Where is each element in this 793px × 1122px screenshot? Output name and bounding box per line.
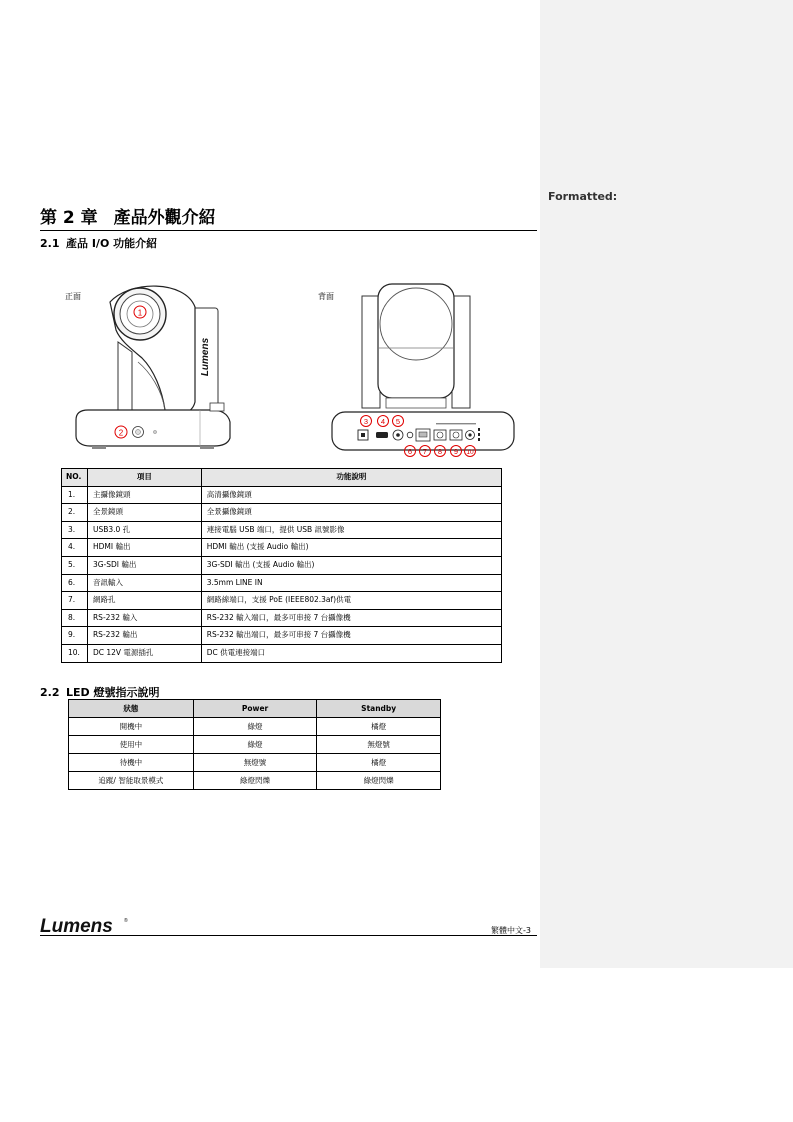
callout-7 <box>420 446 431 457</box>
svg-text:6: 6 <box>407 447 413 456</box>
svg-text:4: 4 <box>380 417 386 426</box>
section-heading-io <box>40 235 157 251</box>
logo-text: Lumens <box>40 916 113 937</box>
row-no: 10. <box>62 644 88 662</box>
row-desc: 連接電腦 USB 端口，提供 USB 訊號影像 <box>201 521 501 539</box>
svg-text:8: 8 <box>437 447 443 456</box>
section-number: 2.1 <box>40 237 60 250</box>
back-view-label: 背面 <box>318 292 334 301</box>
row-item: 3G-SDI 輸出 <box>87 556 201 574</box>
row-no: 6. <box>62 574 88 592</box>
svg-text:10: 10 <box>466 449 474 456</box>
row-item: 全景鏡頭 <box>87 504 201 522</box>
table-row <box>62 539 502 557</box>
row-no: 2. <box>62 504 88 522</box>
row-no: 8. <box>62 609 88 627</box>
row-desc: RS-232 輸出端口，最多可串接 7 台攝像機 <box>201 627 501 645</box>
row-desc: RS-232 輸入端口，最多可串接 7 台攝像機 <box>201 609 501 627</box>
row-item: HDMI 輸出 <box>87 539 201 557</box>
comment-margin-panel <box>540 0 793 968</box>
svg-text:1: 1 <box>137 308 143 318</box>
table-row <box>62 644 502 662</box>
chapter-title: 產品外觀介紹 <box>113 208 216 228</box>
row-desc: 3G-SDI 輸出 (支援 Audio 輸出) <box>201 556 501 574</box>
section-title: 產品 I/O 功能介紹 <box>66 237 158 250</box>
row-desc: HDMI 輸出 (支援 Audio 輸出) <box>201 539 501 557</box>
header-standby: Standby <box>317 700 441 718</box>
svg-text:®: ® <box>124 918 128 924</box>
header-no: NO. <box>62 469 88 487</box>
row-no: 4. <box>62 539 88 557</box>
front-brand-text: Lumens <box>200 337 211 377</box>
row-state: 使用中 <box>69 736 194 754</box>
lumens-logo <box>40 915 132 937</box>
row-item: DC 12V 電源插孔 <box>87 644 201 662</box>
callout-6 <box>405 446 416 457</box>
callout-8 <box>435 446 446 457</box>
table-row <box>62 504 502 522</box>
camera-back-figure <box>328 282 518 462</box>
row-state: 追蹤/ 智能取景模式 <box>69 772 194 790</box>
svg-text:5: 5 <box>395 417 401 426</box>
page-number: 繁體中文-3 <box>491 926 531 935</box>
row-item: 主攝像鏡頭 <box>87 486 201 504</box>
row-standby: 綠燈閃爍 <box>317 772 441 790</box>
section-heading-led <box>40 684 159 700</box>
table-row <box>62 486 502 504</box>
io-function-table <box>61 468 502 663</box>
row-no: 3. <box>62 521 88 539</box>
row-item: 音訊輸入 <box>87 574 201 592</box>
table-row <box>69 772 441 790</box>
row-standby: 橘燈 <box>317 718 441 736</box>
row-power: 綠燈 <box>193 718 317 736</box>
row-item: 網路孔 <box>87 592 201 610</box>
table-row <box>62 521 502 539</box>
formatted-label: Formatted: <box>548 190 618 203</box>
table-row <box>62 574 502 592</box>
row-no: 5. <box>62 556 88 574</box>
row-no: 1. <box>62 486 88 504</box>
svg-text:9: 9 <box>453 447 459 456</box>
row-power: 無燈號 <box>193 754 317 772</box>
row-desc: 高清攝像鏡頭 <box>201 486 501 504</box>
header-desc: 功能說明 <box>201 469 501 487</box>
row-item: RS-232 輸出 <box>87 627 201 645</box>
row-no: 9. <box>62 627 88 645</box>
row-item: RS-232 輸入 <box>87 609 201 627</box>
header-item: 項目 <box>87 469 201 487</box>
table-row <box>62 556 502 574</box>
table-row <box>69 718 441 736</box>
row-power: 綠燈 <box>193 736 317 754</box>
section-number: 2.2 <box>40 686 60 699</box>
row-standby: 無燈號 <box>317 736 441 754</box>
callout-9 <box>451 446 462 457</box>
chapter-heading <box>40 203 216 228</box>
table-row <box>69 754 441 772</box>
table-row <box>69 736 441 754</box>
chapter-number: 第 2 章 <box>40 208 98 228</box>
svg-text:2: 2 <box>118 428 124 438</box>
row-desc: 3.5mm LINE IN <box>201 574 501 592</box>
table-row <box>62 609 502 627</box>
led-table-header <box>69 700 441 718</box>
row-desc: 全景攝像鏡頭 <box>201 504 501 522</box>
table-row <box>62 592 502 610</box>
led-indicator-table <box>68 699 441 790</box>
row-item: USB3.0 孔 <box>87 521 201 539</box>
chapter-rule <box>40 230 537 231</box>
io-table-header <box>62 469 502 487</box>
footer-rule <box>40 935 537 936</box>
row-no: 7. <box>62 592 88 610</box>
row-desc: DC 供電連接端口 <box>201 644 501 662</box>
section-title: LED 燈號指示說明 <box>66 686 160 699</box>
row-state: 待機中 <box>69 754 194 772</box>
row-desc: 網路線端口，支援 PoE (IEEE802.3af)供電 <box>201 592 501 610</box>
table-row <box>62 627 502 645</box>
header-state: 狀態 <box>69 700 194 718</box>
row-standby: 橘燈 <box>317 754 441 772</box>
camera-front-figure <box>70 282 240 457</box>
row-power: 綠燈閃爍 <box>193 772 317 790</box>
front-view-label: 正面 <box>65 292 81 301</box>
svg-text:3: 3 <box>363 417 369 426</box>
row-state: 開機中 <box>69 718 194 736</box>
header-power: Power <box>193 700 317 718</box>
svg-text:7: 7 <box>422 447 428 456</box>
